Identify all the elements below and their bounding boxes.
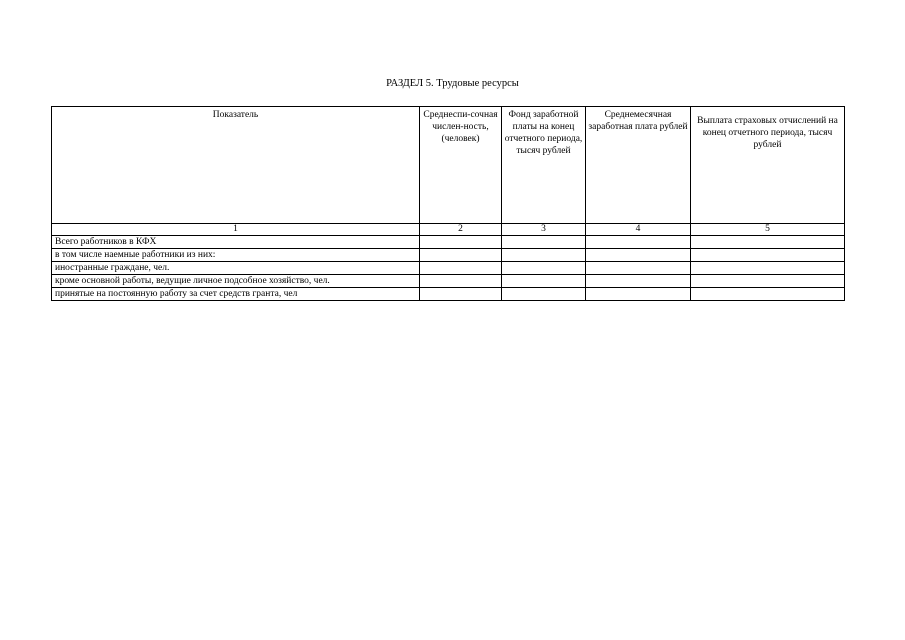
header-row — [52, 107, 845, 224]
cell-avg-monthly-salary[interactable] — [586, 249, 691, 262]
column-number: 3 — [502, 224, 586, 236]
row-label: Всего работников в КФХ — [52, 236, 420, 249]
header-avg-headcount: Среднеспи-сочная числен-ность, (человек) — [420, 107, 502, 224]
header-indicator: Показатель — [52, 107, 420, 224]
row-label: иностранные граждане, чел. — [52, 262, 420, 275]
cell-insurance-payments[interactable] — [691, 288, 845, 301]
column-number-row — [52, 224, 845, 236]
cell-avg-monthly-salary[interactable] — [586, 288, 691, 301]
header-payroll-fund: Фонд заработной платы на конец отчетного периода, тысяч рублей — [502, 107, 586, 224]
cell-avg-headcount[interactable] — [420, 236, 502, 249]
cell-insurance-payments[interactable] — [691, 275, 845, 288]
cell-avg-headcount[interactable] — [420, 262, 502, 275]
cell-payroll-fund[interactable] — [502, 236, 586, 249]
section-title: РАЗДЕЛ 5. Трудовые ресурсы — [386, 78, 519, 89]
cell-payroll-fund[interactable] — [502, 288, 586, 301]
table-row — [52, 236, 845, 249]
cell-payroll-fund[interactable] — [502, 249, 586, 262]
cell-avg-monthly-salary[interactable] — [586, 236, 691, 249]
cell-avg-headcount[interactable] — [420, 249, 502, 262]
header-insurance-payments: Выплата страховых отчислений на конец отчетного периода, тысяч рублей — [691, 107, 845, 224]
cell-payroll-fund[interactable] — [502, 262, 586, 275]
table-row — [52, 262, 845, 275]
row-label: кроме основной работы, ведущие личное подсобное хозяйство, чел. — [52, 275, 420, 288]
cell-avg-monthly-salary[interactable] — [586, 262, 691, 275]
column-number: 5 — [691, 224, 845, 236]
cell-insurance-payments[interactable] — [691, 262, 845, 275]
row-label: в том числе наемные работники из них: — [52, 249, 420, 262]
cell-avg-monthly-salary[interactable] — [586, 275, 691, 288]
table-row — [52, 249, 845, 262]
header-avg-monthly-salary: Среднемесячная заработная плата рублей — [586, 107, 691, 224]
cell-avg-headcount[interactable] — [420, 288, 502, 301]
cell-payroll-fund[interactable] — [502, 275, 586, 288]
labor-resources-table — [51, 106, 845, 301]
row-label: принятые на постоянную работу за счет средств гранта, чел — [52, 288, 420, 301]
column-number: 2 — [420, 224, 502, 236]
column-number: 4 — [586, 224, 691, 236]
cell-avg-headcount[interactable] — [420, 275, 502, 288]
cell-insurance-payments[interactable] — [691, 236, 845, 249]
table-row — [52, 275, 845, 288]
table-row — [52, 288, 845, 301]
column-number: 1 — [52, 224, 420, 236]
cell-insurance-payments[interactable] — [691, 249, 845, 262]
